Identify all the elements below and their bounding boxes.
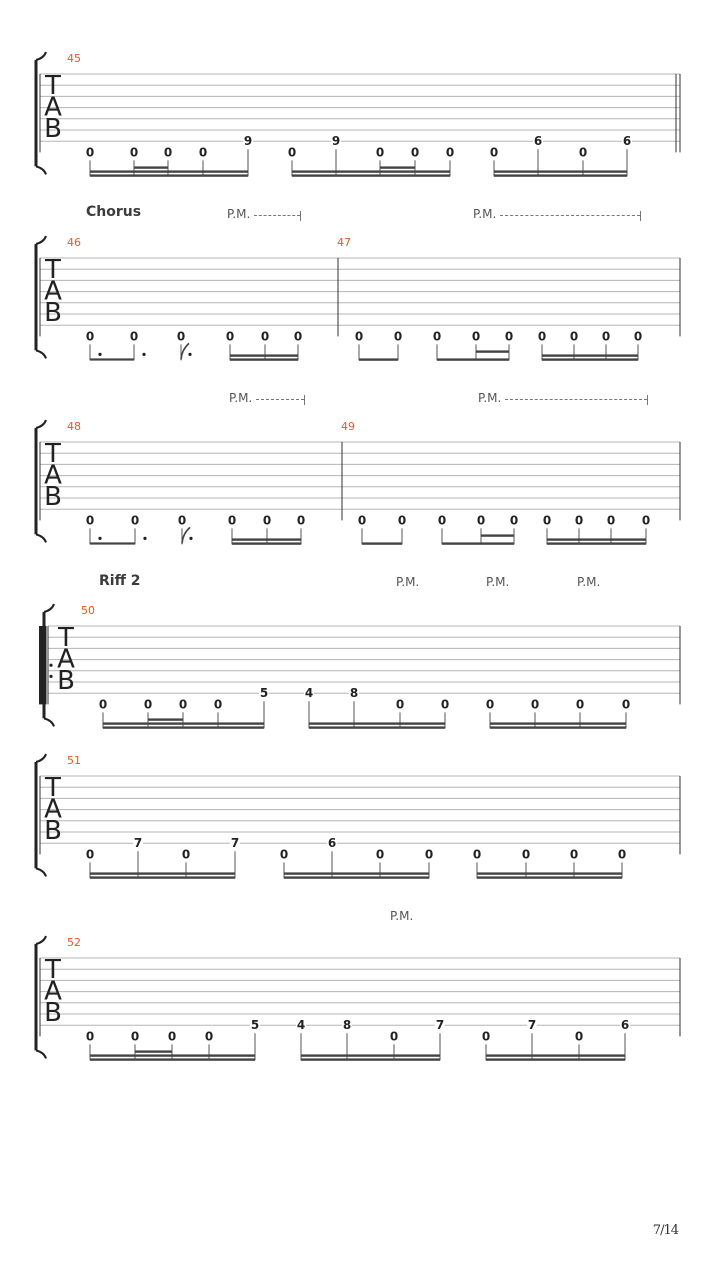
palm-mute-label: P.M. [396,575,420,589]
dot [189,537,192,540]
beam-primary [301,1058,440,1060]
fret-number: 0 [574,1029,584,1044]
fret-number: 0 [85,1029,95,1044]
fret-number: 6 [533,134,543,149]
fret-number: 9 [331,134,341,149]
beam-secondary [490,722,626,724]
fret-number: 0 [260,329,270,344]
page-number: 7/14 [652,1223,678,1238]
beam-primary [362,542,402,544]
fret-number: 0 [641,513,651,528]
fret-number: 0 [176,329,186,344]
beam-primary [90,876,235,878]
dot [143,537,146,540]
fret-number: 0 [163,145,173,160]
fret-number: 0 [130,1029,140,1044]
beam-secondary [232,538,301,540]
palm-mute-label: P.M. [486,575,510,589]
beam-secondary [90,170,248,172]
fret-number: 0 [617,847,627,862]
fret-number: 0 [472,847,482,862]
beam-secondary [90,1054,255,1056]
beam-secondary [90,872,235,874]
note-flag [182,527,190,543]
palm-mute-label: P.M. [227,207,251,221]
tab-clef-letter: B [44,298,62,328]
palm-mute-label: P.M. [577,575,601,589]
beam-primary [103,726,264,728]
beam-secondary [477,872,622,874]
fret-number: 0 [213,697,223,712]
fret-number: 0 [569,847,579,862]
measure-number: 51 [67,754,81,767]
beam-tertiary [476,350,509,352]
fret-number: 8 [349,686,359,701]
fret-number: 0 [440,697,450,712]
fret-number: 0 [178,697,188,712]
beam-secondary [542,354,638,356]
measure-number: 48 [67,420,81,433]
fret-number: 0 [129,329,139,344]
fret-number: 0 [393,329,403,344]
measure-number: 46 [67,236,81,249]
fret-number: 0 [606,513,616,528]
fret-number: 0 [530,697,540,712]
beam-secondary [547,538,646,540]
fret-number: 0 [85,513,95,528]
palm-mute-label: P.M. [229,391,253,405]
fret-number: 8 [342,1018,352,1033]
tab-clef-letter: T [45,955,61,985]
section-label-riff-2: Riff 2 [99,573,141,589]
palm-mute-label: P.M. [473,207,497,221]
fret-number: 0 [375,145,385,160]
fret-number: 4 [296,1018,306,1033]
beam-secondary [284,872,429,874]
fret-number: 0 [633,329,643,344]
measure-number: 47 [337,236,351,249]
fret-number: 9 [243,134,253,149]
fret-number: 0 [389,1029,399,1044]
beam-tertiary [380,166,415,168]
beam-primary [309,726,445,728]
beam-primary [490,726,626,728]
fret-number: 0 [575,697,585,712]
tab-clef-letter: B [44,816,62,846]
beam-primary [442,542,514,544]
beam-primary [90,542,135,544]
fret-number: 5 [259,686,269,701]
fret-number: 0 [98,697,108,712]
fret-number: 4 [304,686,314,701]
fret-number: 0 [481,1029,491,1044]
fret-number: 0 [521,847,531,862]
fret-number: 0 [181,847,191,862]
fret-number: 0 [198,145,208,160]
fret-number: 0 [395,697,405,712]
tab-clef-letter: T [45,255,61,285]
fret-number: 0 [354,329,364,344]
beam-tertiary [134,166,168,168]
palm-mute-label: P.M. [478,391,502,405]
fret-number: 0 [537,329,547,344]
tab-system [36,754,680,879]
fret-number: 0 [542,513,552,528]
palm-mute-marker [227,207,301,221]
beam-primary [477,876,622,878]
fret-number: 0 [432,329,442,344]
beam-primary [90,1058,255,1060]
beam-primary [359,358,398,360]
note-flag [181,343,189,359]
fret-number: 0 [578,145,588,160]
fret-number: 0 [357,513,367,528]
measure-number: 50 [81,604,95,617]
fret-number: 0 [569,329,579,344]
fret-number: 5 [250,1018,260,1033]
tab-clef-letter: A [57,644,75,675]
fret-number: 6 [327,836,337,851]
fret-number: 0 [287,145,297,160]
beam-secondary [103,722,264,724]
beam-tertiary [481,534,514,536]
fret-number: 0 [279,847,289,862]
fret-number: 0 [509,513,519,528]
beam-primary [90,358,134,360]
beam-primary [284,876,429,878]
dot [98,353,101,356]
dot [188,353,191,356]
beam-primary [230,358,298,360]
fret-number: 7 [230,836,240,851]
fret-number: 0 [375,847,385,862]
tab-clef-letter: T [45,439,61,469]
fret-number: 0 [130,513,140,528]
palm-mute-marker [478,391,648,405]
repeat-start-thick [39,626,43,704]
fret-number: 0 [476,513,486,528]
fret-number: 0 [410,145,420,160]
fret-number: 0 [204,1029,214,1044]
fret-number: 0 [129,145,139,160]
beam-tertiary [135,1050,172,1052]
fret-number: 0 [489,145,499,160]
fret-number: 0 [293,329,303,344]
beam-primary [437,358,509,360]
fret-number: 7 [435,1018,445,1033]
palm-mute-marker [229,391,305,405]
beam-primary [232,542,301,544]
tab-clef-letter: B [44,482,62,512]
fret-number: 0 [504,329,514,344]
beam-secondary [309,722,445,724]
beam-primary [90,174,248,176]
beam-primary [542,358,638,360]
beam-primary [547,542,646,544]
beam-secondary [230,354,298,356]
fret-number: 6 [622,134,632,149]
tab-clef-letter: B [44,998,62,1028]
fret-number: 0 [621,697,631,712]
measure-number: 49 [341,420,355,433]
dot [142,353,145,356]
fret-number: 0 [227,513,237,528]
fret-number: 7 [133,836,143,851]
tab-clef-letter: T [45,71,61,101]
fret-number: 0 [471,329,481,344]
beam-primary [486,1058,625,1060]
measure-number: 52 [67,936,81,949]
fret-number: 0 [85,329,95,344]
repeat-dot [49,675,52,678]
fret-number: 0 [143,697,153,712]
beam-secondary [292,170,450,172]
fret-number: 0 [167,1029,177,1044]
fret-number: 0 [85,847,95,862]
dot [98,537,101,540]
fret-number: 0 [485,697,495,712]
fret-number: 0 [262,513,272,528]
tab-clef-letter: A [44,276,62,307]
fret-number: 0 [437,513,447,528]
tab-clef-letter: T [45,773,61,803]
beam-primary [494,174,627,176]
beam-secondary [486,1054,625,1056]
fret-number: 0 [85,145,95,160]
beam-secondary [494,170,627,172]
tab-clef-letter: B [57,666,75,696]
beam-tertiary [148,718,183,720]
fret-number: 6 [620,1018,630,1033]
fret-number: 0 [601,329,611,344]
beam-secondary [301,1054,440,1056]
tab-clef-letter: A [44,92,62,123]
tab-clef-letter: A [44,976,62,1007]
tab-clef-letter: B [44,114,62,144]
fret-number: 0 [225,329,235,344]
fret-number: 0 [397,513,407,528]
fret-number: 0 [574,513,584,528]
tab-clef-letter: A [44,794,62,825]
fret-number: 0 [296,513,306,528]
beam-primary [292,174,450,176]
tab-clef-letter: A [44,460,62,491]
fret-number: 0 [424,847,434,862]
fret-number: 0 [177,513,187,528]
palm-mute-label: P.M. [390,909,414,923]
fret-number: 7 [527,1018,537,1033]
measure-number: 45 [67,52,81,65]
tab-clef-letter: T [58,623,74,653]
palm-mute-marker [473,207,641,221]
section-label-chorus: Chorus [86,204,142,220]
repeat-dot [49,664,52,667]
fret-number: 0 [445,145,455,160]
